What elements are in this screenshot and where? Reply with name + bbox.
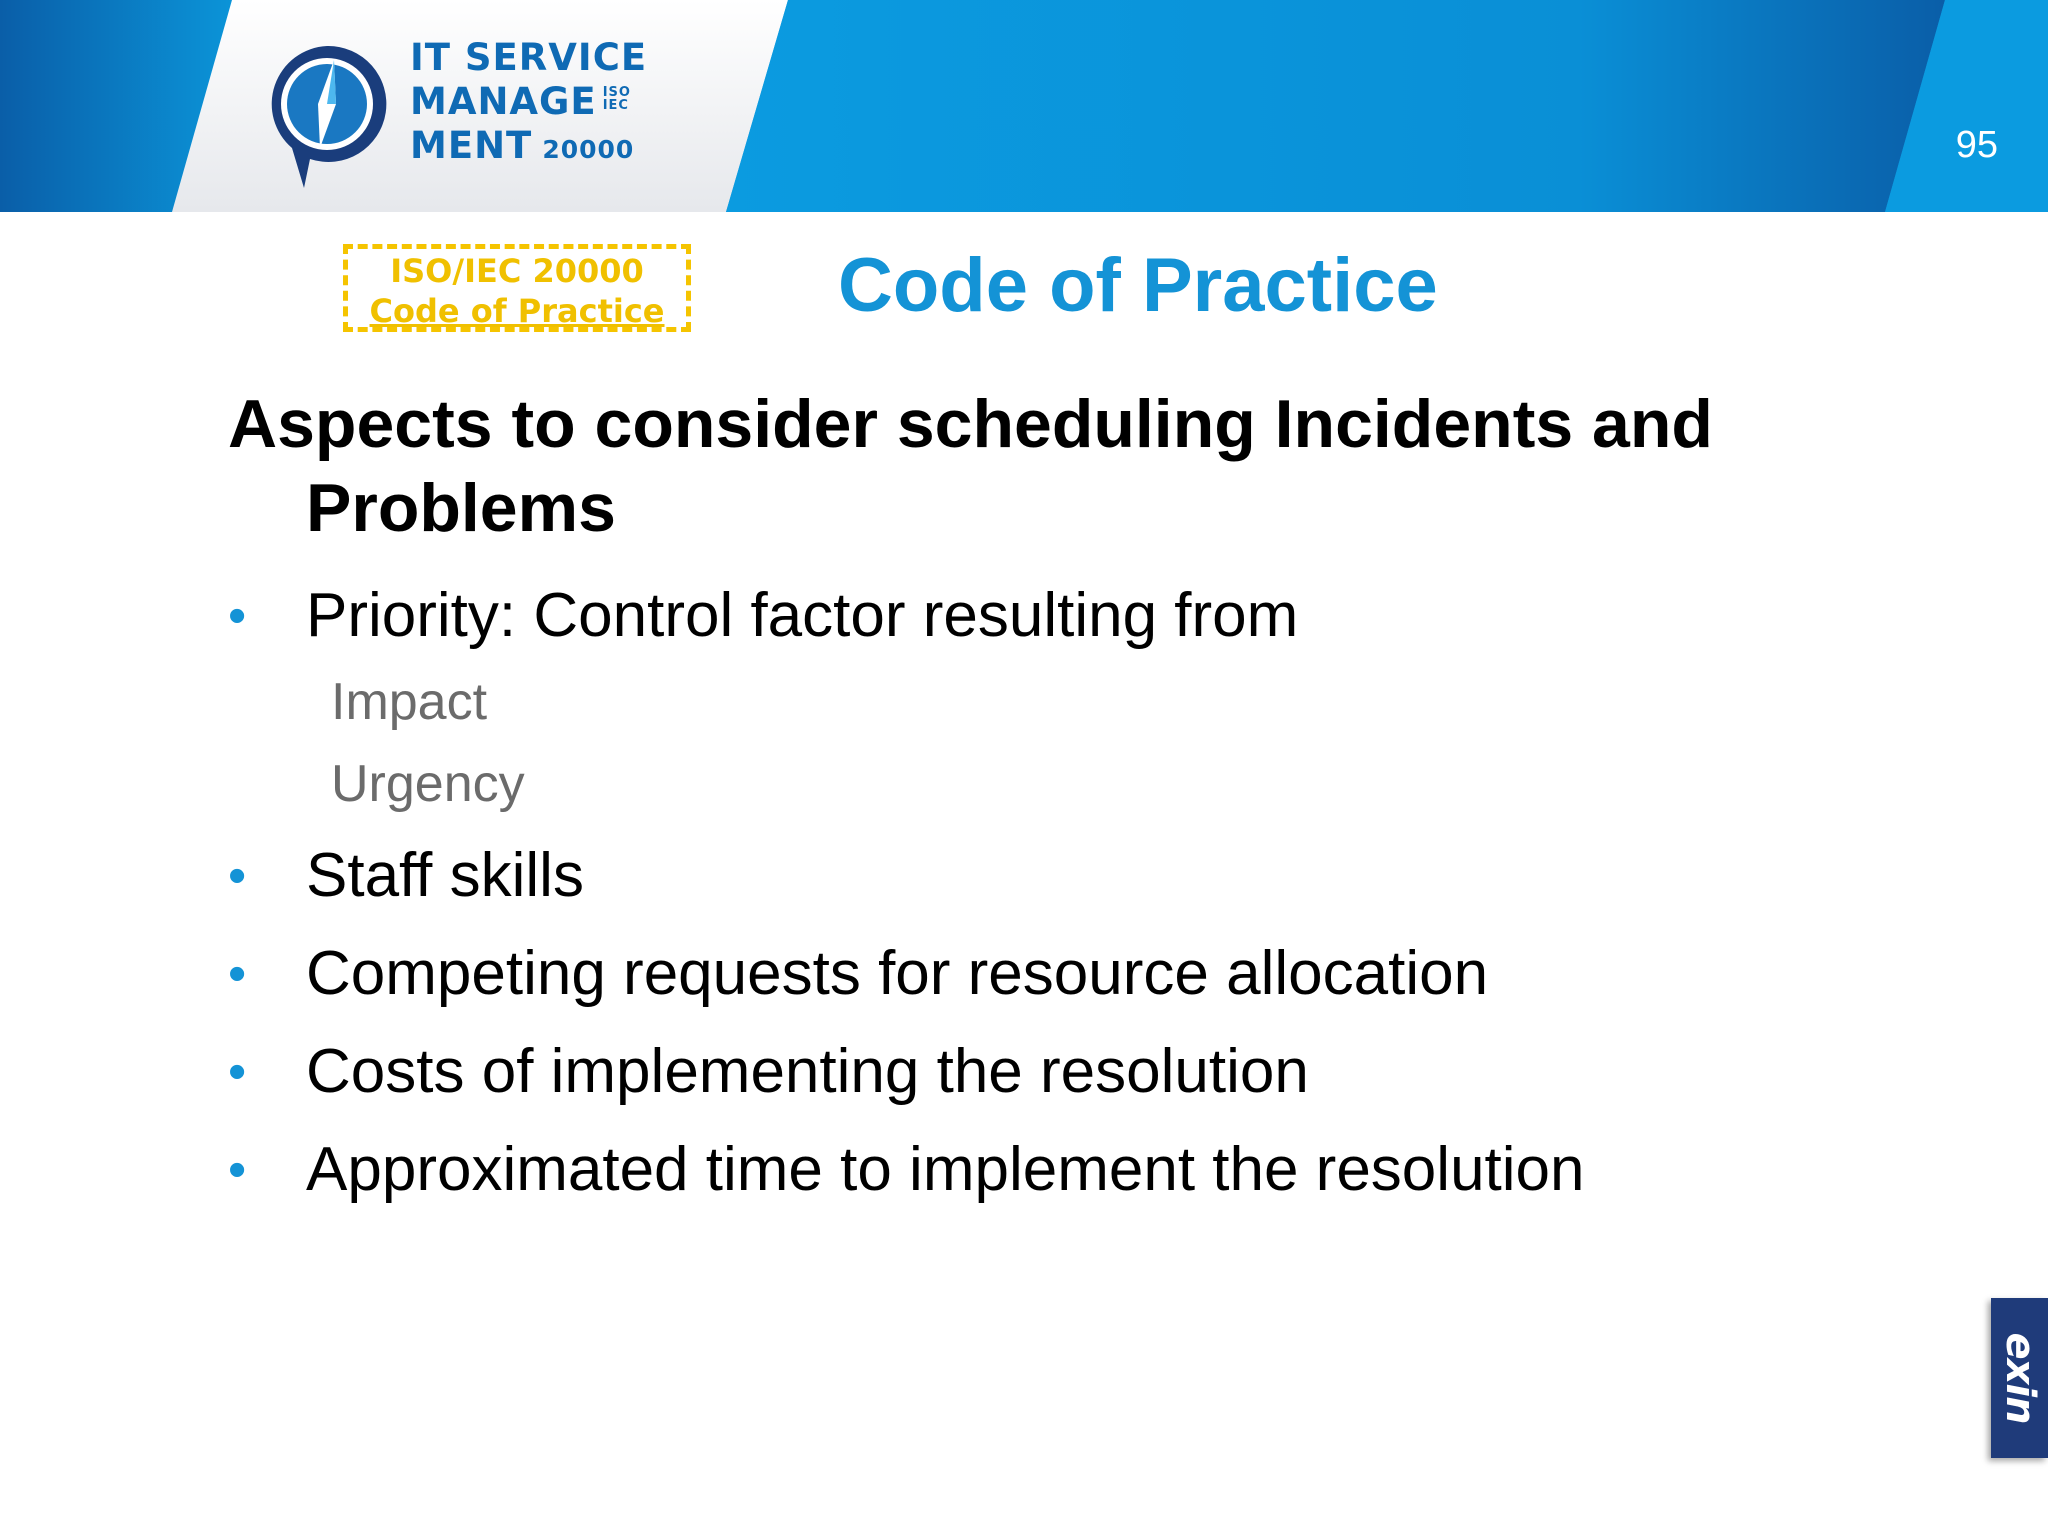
logo-number: 20000 xyxy=(542,135,635,164)
badge-line-1: ISO/IEC 20000 xyxy=(390,252,644,290)
sub-bullet-item: Urgency xyxy=(331,755,525,813)
bullet-dot: • xyxy=(228,1043,247,1101)
bullet-dot: • xyxy=(228,587,247,645)
logo-text: MANAGE xyxy=(410,80,597,123)
logo-text-line-2 xyxy=(410,80,631,123)
logo-iso-iec xyxy=(603,86,631,112)
compass-icon xyxy=(262,40,392,192)
bullet-text: Costs of implementing the resolution xyxy=(306,1037,1309,1106)
logo-text: MENT xyxy=(410,124,533,167)
header-banner xyxy=(0,0,2048,212)
bullet-text: Approximated time to implement the resolution xyxy=(306,1135,1585,1204)
sub-bullet-item: Impact xyxy=(331,673,488,731)
logo-iec: IEC xyxy=(602,98,629,113)
bullet-text: Competing requests for resource allocation xyxy=(306,939,1489,1008)
body-heading: Aspects to consider scheduling Incidents and Problems xyxy=(228,386,1713,546)
exin-logo-text: exin xyxy=(1996,1332,2043,1424)
logo-text-line-3 xyxy=(410,124,634,167)
logo-text: IT SERVICE xyxy=(410,36,648,79)
bullet-text: Staff skills xyxy=(306,841,584,910)
bullet-dot: • xyxy=(228,847,247,905)
logo-text-line-1 xyxy=(410,36,647,79)
bullet-dot: • xyxy=(228,1141,247,1199)
exin-logo xyxy=(1991,1298,2048,1458)
logo-iso: ISO xyxy=(602,85,631,100)
bullet-text: Priority: Control factor resulting from xyxy=(306,581,1299,650)
bullet-dot: • xyxy=(228,945,247,1003)
slide-title: Code of Practice xyxy=(838,243,1438,328)
page-number: 95 xyxy=(1955,124,1998,166)
code-of-practice-badge xyxy=(343,244,691,332)
badge-line-2: Code of Practice xyxy=(369,292,665,330)
